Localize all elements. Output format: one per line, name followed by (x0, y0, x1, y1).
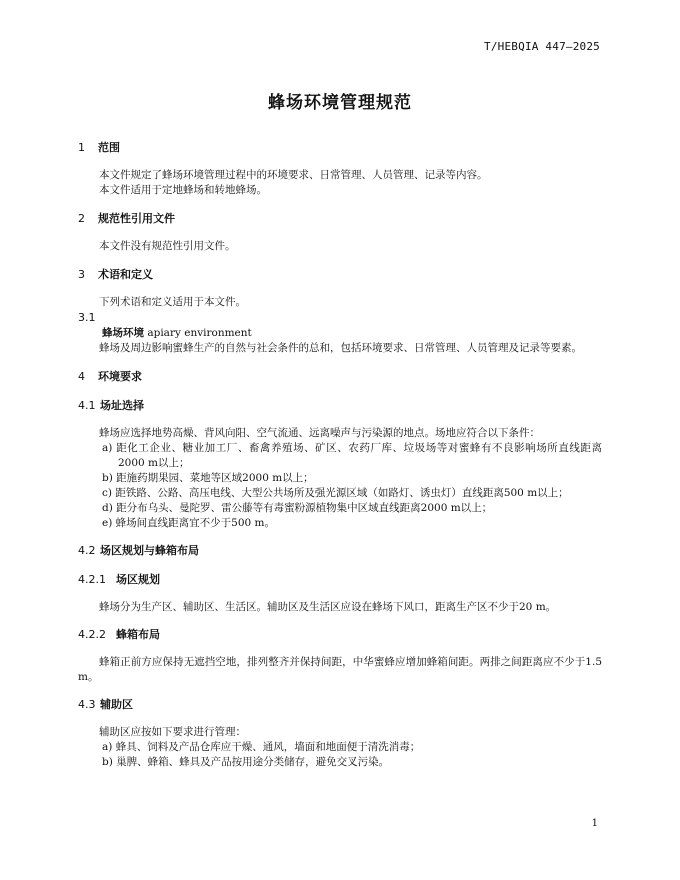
section-4-2-2-heading (78, 627, 602, 643)
section-title: 场址选择 (100, 399, 144, 412)
document-body (78, 140, 602, 770)
section-title: 环境要求 (98, 370, 142, 383)
section-number: 3 (78, 268, 85, 281)
list-item: a) 蜂具、饲料及产品仓库应干燥、通风，墙面和地面便于清洗消毒； (102, 741, 421, 753)
list-item: e) 蜂场间直线距离宜不少于500 m。 (102, 517, 275, 529)
section-title: 蜂箱布局 (116, 628, 160, 641)
term-number-text: 3.1 (78, 311, 96, 324)
section-number: 4.1 (78, 399, 96, 412)
term-english: apiary environment (147, 327, 252, 339)
section-number: 4.2.1 (78, 573, 106, 586)
list-item: b) 距施药期果园、菜地等区域2000 m以上； (102, 472, 314, 484)
section-4-3-heading (78, 697, 602, 713)
section-number: 4.2.2 (78, 628, 106, 641)
section-4-2-1-heading (78, 572, 602, 588)
paragraph: 本文件没有规范性引用文件。 (99, 240, 236, 252)
document-code: T/HEBQIA 447—2025 (484, 40, 600, 53)
term-number (78, 310, 602, 326)
section-number: 4.2 (78, 544, 96, 557)
section-title: 场区规划与蜂箱布局 (100, 544, 199, 557)
list-item: c) 距铁路、公路、高压电线、大型公共场所及强光源区域（如路灯、诱虫灯）直线距离500 m以上； (102, 487, 569, 499)
paragraph: 蜂场分为生产区、辅助区、生活区。辅助区及生活区应设在蜂场下风口，距离生产区不少于20 m。 (99, 601, 557, 613)
paragraph: 蜂箱正前方应保持无遮挡空地，排列整齐并保持间距，中华蜜蜂应增加蜂箱间距。两排之间距离应不少于1.5 m。 (78, 656, 602, 683)
paragraph: 蜂场应选择地势高燥、背风向阳、空气流通、远离噪声与污染源的地点。场地应符合以下条件： (99, 427, 540, 439)
section-title: 规范性引用文件 (98, 212, 175, 225)
section-2-heading (78, 211, 602, 227)
section-1-heading (78, 140, 602, 156)
section-title: 辅助区 (100, 698, 133, 711)
section-title: 场区规划 (116, 573, 160, 586)
section-title: 范围 (98, 141, 120, 154)
page-number: 1 (591, 818, 598, 829)
list-item: d) 距分布乌头、曼陀罗、雷公藤等有毒蜜粉源植物集中区域直线距离2000 m以上； (102, 502, 493, 514)
list-item: b) 巢脾、蜂箱、蜂具及产品按用途分类储存，避免交叉污染。 (102, 756, 390, 768)
section-number: 4 (78, 370, 85, 383)
section-number: 1 (78, 141, 85, 154)
paragraph: 本文件规定了蜂场环境管理过程中的环境要求、日常管理、人员管理、记录等内容。 (99, 169, 488, 181)
section-title: 术语和定义 (98, 268, 153, 281)
section-number: 4.3 (78, 698, 96, 711)
paragraph: 本文件适用于定地蜂场和转地蜂场。 (99, 184, 267, 196)
paragraph: 辅助区应按如下要求进行管理： (99, 726, 246, 738)
list-item: a) 距化工企业、糖业加工厂、畜禽养殖场、矿区、农药厂库、垃圾场等对蜜蜂有不良影响场所直线距离2000 m以上； (102, 442, 602, 469)
term-entry (78, 326, 602, 341)
section-3-heading (78, 267, 602, 283)
section-4-2-heading (78, 543, 602, 559)
section-4-1-heading (78, 398, 602, 414)
document-title: 蜂场环境管理规范 (268, 93, 412, 113)
term-definition: 蜂场及周边影响蜜蜂生产的自然与社会条件的总和，包括环境要求、日常管理、人员管理及记录等要素。 (99, 342, 582, 354)
paragraph: 下列术语和定义适用于本文件。 (99, 296, 246, 308)
term-chinese: 蜂场环境 (102, 327, 144, 339)
section-4-heading (78, 369, 602, 385)
section-number: 2 (78, 212, 85, 225)
